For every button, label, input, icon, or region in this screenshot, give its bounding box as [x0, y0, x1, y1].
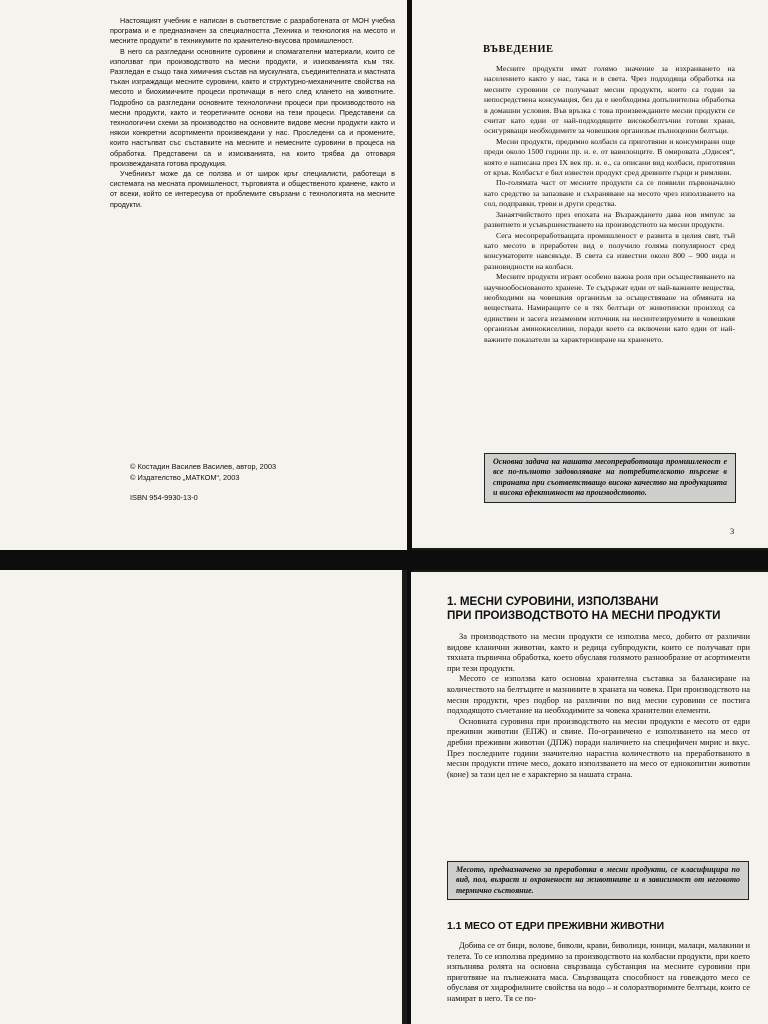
- chapter-text: [447, 632, 750, 780]
- preface-paragraph: Настоящият учебник е написан в съответствие с разработената от МОН учебна програма и е предназначен за специалността „Техника и технология на месото и месните продукти“ в техникумите по хранително-вкусова промишленост.: [110, 16, 395, 46]
- section-paragraph: Добива се от бици, волове, биволи, крави, биволици, юници, малаци, малакини и телета. То се използва предимно за производството на колбасни продукти, при което изпълнява ролята на основна свързваща субстанция на месните суровини при приготвяне на пълнежната маса. Свързващата способност на говеждото месо се обуславя от хидрофилните свойства на водо – и солоразтворимите белтъци, които се намират в него. Тя се по-: [447, 941, 750, 1003]
- chapter-paragraph: За производството на месни продукти се използва месо, добито от различни видове кланични животни, както и редица субпродукти, които се получават при тяхната първична обработка, което обуславя голямото разнообразие от асортименти при тези продукти.: [447, 632, 750, 673]
- chapter-title-line: ПРИ ПРОИЗВОДСТВОТО НА МЕСНИ ПРОДУКТИ: [447, 609, 721, 622]
- intro-paragraph: Месни продукти, предимно колбаси са приготвяни и консумирани още преди около 1500 години пр. н. е. от вавилонците. В омировата „Одисея“, която е написана през IX век пр. н. е., са описани вид колбаси, приготвяни от кръв. Колбасът е бил известен продукт сред древните гърци и римляни.: [484, 136, 735, 178]
- preface-paragraph: В него са разгледани основните суровини и спомагателни материали, които се използват при производството на месни продукти, и изискванията към тях. Разгледан е също така химичния състав на мускулната, съединителната и мастната тъкан изграждащи месните суровини, както и структурно-механичните свойства на месото и биохимичните процеси протичащи в него след клането на животните. Подробно са разгледани основните технологични процеси при производството на месни продукти, както и теоретичните основи на тези процеси. Представени са технологични схеми за производство на основните видове месни продукти както и някои конкретни асортименти произвеждани у нас. Проследени са и промените, които настъпват със съставките на месните и немесните суровини в процеса на обработка. Представени са и изискванията, на които трябва да отговаря произвежданата готова продукция.: [110, 46, 395, 168]
- intro-paragraph: Месните продукти имат голямо значение за изхранването на населението както у нас, така и в света. Чрез подходяща обработка на месните суровини се получават месни продукти, които са годни за непосредствена консумация, без да е необходима допълнителна обработка в домашни условия. Във връзка с това произвежданите месни продукти се считат като едни от най-подходящите високобелтъчни готови храни, осигуряващи необходимите за човешкия организъм пълноценни белтъци.: [484, 64, 735, 136]
- intro-paragraph: По-голямата част от месните продукти са се появили първоначално като средство за запазване и съхраняване на месото чрез използването на сол, подправки, треви и други средства.: [484, 178, 735, 209]
- section-heading: 1.1 МЕСО ОТ ЕДРИ ПРЕЖИВНИ ЖИВОТНИ: [447, 921, 665, 932]
- page-top-right: [412, 0, 768, 548]
- imprint-block: [130, 462, 370, 504]
- page-gutter-horizontal: [0, 550, 768, 570]
- chapter-title-line: 1. МЕСНИ СУРОВИНИ, ИЗПОЛЗВАНИ: [447, 595, 659, 608]
- introduction-text: [484, 64, 735, 345]
- chapter-paragraph: Основната суровина при производството на месни продукти е месото от едри преживни животни (ЕПЖ) и свине. По-ограничено е използването на месо от дребни преживни животни (ДПЖ) поради наличието на специфичен мирис и вкус. През последните години значително нарастна количеството на преработваното в месни продукти птиче месо, докато използването на месо от еднокопитни животни (коне) за тази цел не е характерно за нашата страна.: [447, 716, 750, 779]
- chapter-paragraph: Месото се използва като основна хранителна съставка за балансиране на количеството на белтъците и мазнините в храната на човека. При производството на месни продукти, чрез подбор на различни по вид месни суровини се постига подходящото съчетание на необходимите за човека хранителни елементи.: [447, 674, 750, 716]
- page-bottom-left-blank: [0, 570, 402, 1024]
- chapter-title: [447, 595, 747, 623]
- preface-paragraph: Учебникът може да се ползва и от широк кръг специалисти, работещи в системата на месната промишленост, търговията и общественото хранене, както и от всеки, който се интересува от проблемите свързани с технологията на месните продукти.: [110, 169, 395, 209]
- highlight-box: Месото, предназначено за преработка в месни продукти, се класифицира по вид, пол, възраст и охраненост на животните и в зависимост от неговото термично състояние.: [447, 861, 749, 900]
- copyright-publisher: © Издателство „МАТКОМ“, 2003: [130, 472, 240, 482]
- preface-text: [110, 16, 395, 210]
- intro-paragraph: Месните продукти играят особено важна роля при осъществяването на научнообоснованото хранене. Те съдържат едни от най-важните вещества, необходими на човешкия организъм за осъществяване на обмяната на веществата. Намиращите се в тях белтъци от животински произход са единствен и засега незаменим източник на несинтезируемите в човешкия организъм аминокиселини, поради което са включени като едни от най-важните показатели за характеризиране на храненето.: [484, 272, 735, 344]
- page-number: 3: [730, 526, 735, 536]
- section-text: [447, 941, 750, 1005]
- isbn: ISBN 954-9930-13-0: [130, 493, 198, 502]
- page-title: ВЪВЕДЕНИЕ: [483, 44, 554, 55]
- intro-paragraph: Сега месопреработващата промишленост е развита в целия свят, тъй като месото в преработен вид е получило голяма популярност сред консуматорите навсякъде. В света са известни около 800 – 900 вида и разновидности на колбаси.: [484, 230, 735, 271]
- intro-paragraph: Занаятчийството през епохата на Възраждането дава нов импулс за развитието и усъвършенстването на производството на месни продукти.: [484, 209, 735, 230]
- copyright-author: © Костадин Василев Василев, автор, 2003: [130, 462, 277, 471]
- highlight-box: Основна задача на нашата месопреработваща промишленост е все по-пълното задоволяване на потребителското търсене в страната при съответстващо високо качество на продукцията и висока ефективност на производството.: [484, 453, 736, 503]
- page-top-left: [0, 0, 407, 550]
